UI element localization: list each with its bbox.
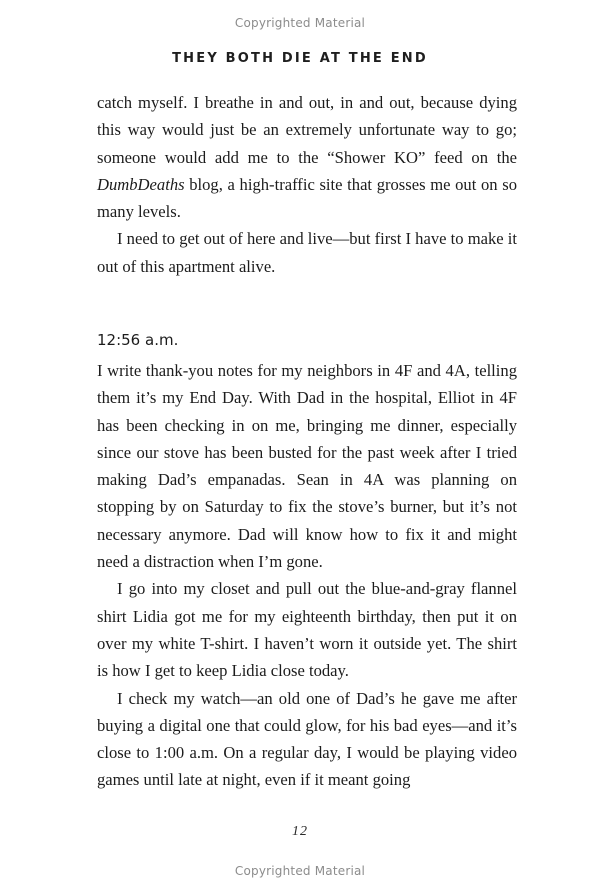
- running-head: THEY BOTH DIE AT THE END: [172, 51, 428, 66]
- page-number: 12: [292, 824, 308, 839]
- paragraph: [97, 89, 517, 225]
- paragraph-text: blog, a high-traffic site that grosses me out on so many levels.: [97, 174, 517, 222]
- top-text-block: [97, 89, 517, 280]
- paragraph-text: catch myself. I breathe in and out, in and out, because dying this way would just be an extremely unfortunate way to go; someone would add me to the “Shower KO” feed on the: [97, 93, 517, 167]
- copyright-watermark-top: Copyrighted Material: [234, 16, 366, 30]
- blog-title: DumbDeaths: [97, 174, 185, 194]
- section-time-heading: 12:56 a.m.: [97, 331, 179, 349]
- copyright-watermark-bottom: Copyrighted Material: [234, 864, 366, 878]
- paragraph: I need to get out of here and live—but first I have to make it out of this apartment alive.: [97, 229, 517, 276]
- paragraph: I write thank-you notes for my neighbors in 4F and 4A, telling them it’s my End Day. With Dad in the hospital, Elliot in 4F has been checking in on me, bringing me dinner, especially since our stove has been busted for the past week after I tried making Dad’s empanadas. Sean in 4A was planning on stopping by on Saturday to fix the stove’s burner, but it’s not necessary anymore. Dad will know how to fix it and might need a distraction when I’m gone.: [97, 361, 517, 572]
- bottom-text-block: [97, 357, 517, 794]
- paragraph: I check my watch—an old one of Dad’s he gave me after buying a digital one that could glow, for his bad eyes—and it’s close to 1:00 a.m. On a regular day, I would be playing video games until late at night, even if it meant going: [97, 688, 517, 790]
- paragraph: I go into my closet and pull out the blue-and-gray flannel shirt Lidia got me for my eighteenth birthday, then put it on over my white T-shirt. I haven’t worn it outside yet. The shirt is how I get to keep Lidia close today.: [97, 579, 517, 681]
